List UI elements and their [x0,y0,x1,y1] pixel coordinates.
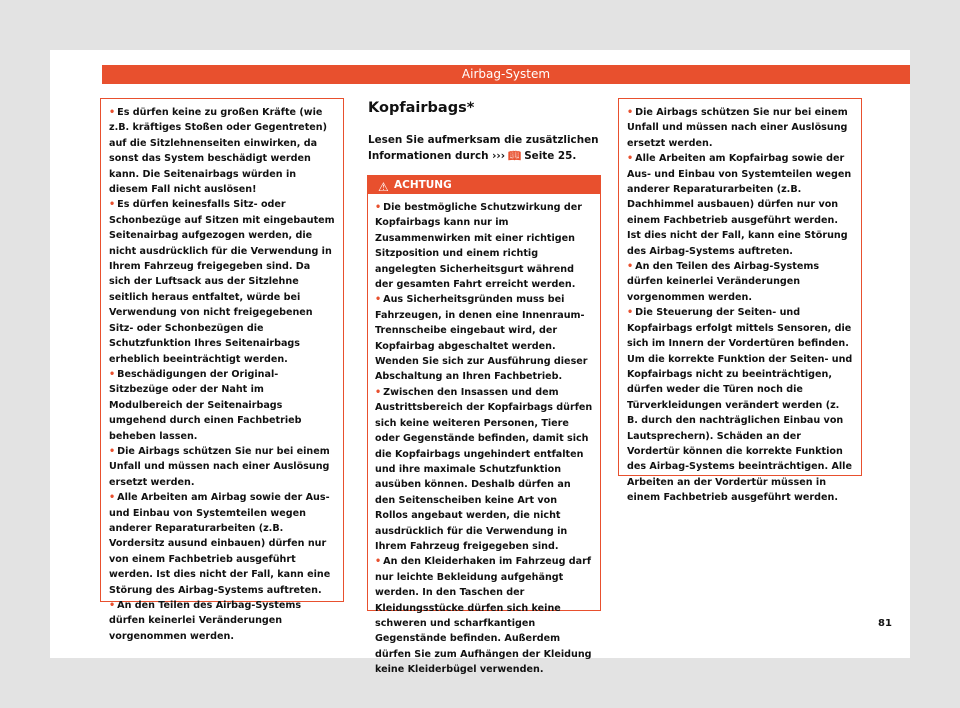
book-icon: 📖︎ [508,150,522,162]
list-item: • Beschädigungen der Original-Sitzbezüge oder der Naht im Modulbereich der Seitenairbags umgehend durch einen Fachbetrieb beheben lassen. [109,368,302,442]
list-item: • Die bestmögliche Schutzwirkung der Kopfairbags kann nur im Zusammenwirken mit einer richtigen Sitzposition und einem richtig angelegten Sicherheitsgurt während der gesamten Fahrt erreicht werden. [375,202,582,291]
list-item: • An den Teilen des Airbag-Systems dürfen keinerlei Veränderungen vorgenommen werden. [109,600,302,642]
bullet-icon: • [627,261,634,273]
list-item: • Zwischen den Insassen und dem Austrittsbereich der Kopfairbags dürfen sich keine weiteren Personen, Tiere oder Gegenstände befinden, damit sich die Kopfairbags ungehindert entfalten und ihre maximale Schutzfunktion ausüben können. Deshalb dürfen an den Seitenscheiben keine Art von Rollos angebaut werden, die nicht ausdrücklich für die Verwendung in Ihrem Fahrzeug freigegeben sind. [375,386,593,552]
bullet-icon: • [109,107,116,118]
bullet-icon: • [109,368,116,380]
bullet-icon: • [375,294,382,306]
bullet-icon: • [109,492,116,504]
bullet-icon: • [109,600,116,611]
warning-triangle-icon: ⚠︎ [378,180,389,194]
bullet-icon: • [627,307,634,319]
list-item: • Es dürfen keinesfalls Sitz- oder Schonbezüge auf Sitzen mit eingebautem Seitenairbag aufgezogen werden, die nicht ausdrücklich für die Verwendung in Ihrem Fahrzeug freigegeben sind. Da sich der Luftsack aus der Sitzlehne seitlich heraus entfaltet, würde bei Verwendung von nicht freigegebenen Sitz- oder Schonbezügen die Schutzfunktion Ihres Seitenairbags erheblich beeinträchtigt werden. [109,199,335,365]
bullet-icon: • [375,556,382,568]
list-item: • Alle Arbeiten am Kopfairbag sowie der Aus- und Einbau von Systemteilen wegen anderer Reparaturarbeiten (z.B. Dachhimmel ausbauen) dürfen nur von einem Fachbetrieb ausgeführt werden. Ist dies nicht der Fall, kann eine Störung des Airbag-Systems auftreten. [627,153,852,257]
bullet-icon: • [109,199,116,211]
list-item: • Die Steuerung der Seiten- und Kopfairbags erfolgt mittels Sensoren, die sich im Innern der Vordertüren befinden. Um die korrekte Funktion der Seiten- und Kopfairbags nicht zu beeinträchtigen, dürfen weder die Türen noch die Türverkleidungen verändert werden (z. B. durch den nachträglichen Einbau von Lautsprechern). Schäden an der Vordertür können die korrekte Funktion des Airbag-Systems beeinträchtigen. Alle Arbeiten an der Vordertür müssen in einem Fachbetrieb ausgeführt werden. [627,307,853,504]
list-item: • An den Kleiderhaken im Fahrzeug darf nur leichte Bekleidung aufgehängt werden. In den Taschen der Kleidungsstücke dürfen sich keine schweren und scharfkantigen Gegenstände befinden. Außerdem dürfen Sie zum Aufhängen der Kleidung keine Kleiderbügel verwenden. [375,556,592,676]
page-reference[interactable]: Seite 25. [524,150,577,162]
list-item: • Die Airbags schützen Sie nur bei einem Unfall und müssen nach einer Auslösung ersetzt werden. [627,107,848,149]
bullet-icon: • [375,386,382,398]
bullet-icon: • [109,445,116,457]
page-number: 81 [878,618,892,629]
bullet-icon: • [627,107,634,118]
list-item: • An den Teilen des Airbag-Systems dürfen keinerlei Veränderungen vorgenommen werden. [627,261,820,303]
bullet-icon: • [627,153,634,165]
section-title: Kopfairbags* [368,100,475,116]
list-item: • Alle Arbeiten am Airbag sowie der Aus- und Einbau von Systemteilen wegen anderer Reparaturarbeiten (z.B. Vordersitz ausund einbauen) dürfen nur von einem Fachbetrieb ausgeführt werden. Ist dies nicht der Fall, kann eine Störung des Airbag-Systems auftreten. [109,492,331,596]
left-warning-box [100,98,344,642]
list-item: • Es dürfen keine zu großen Kräfte (wie z.B. kräftiges Stoßen oder Gegentreten) auf die Sitzlehnenseiten einwirken, da sonst das System beschädigt werden kann. Die Seitenairbags würden in diesem Fall nicht auslösen! [109,107,328,196]
manual-page [50,50,910,676]
page-header: Airbag-System [102,65,910,84]
intro-text: Lesen Sie aufmerksam die zusätzlichen Informationen durch ››› 📖︎ Seite 25. [368,134,599,162]
list-item: • Die Airbags schützen Sie nur bei einem Unfall und müssen nach einer Auslösung ersetzt werden. [109,445,330,488]
middle-warning-box [367,175,601,676]
bullet-icon: • [375,202,382,213]
warning-header: ⚠︎ ACHTUNG [368,176,600,194]
list-item: • Aus Sicherheitsgründen muss bei Fahrzeugen, in denen eine Innenraum-Trennscheibe eingebaut wird, der Kopfairbag abgeschaltet werden. Wenden Sie sich zur Ausführung dieser Abschaltung an Ihren Fachbetrieb. [375,294,588,383]
right-warning-box [618,98,862,504]
